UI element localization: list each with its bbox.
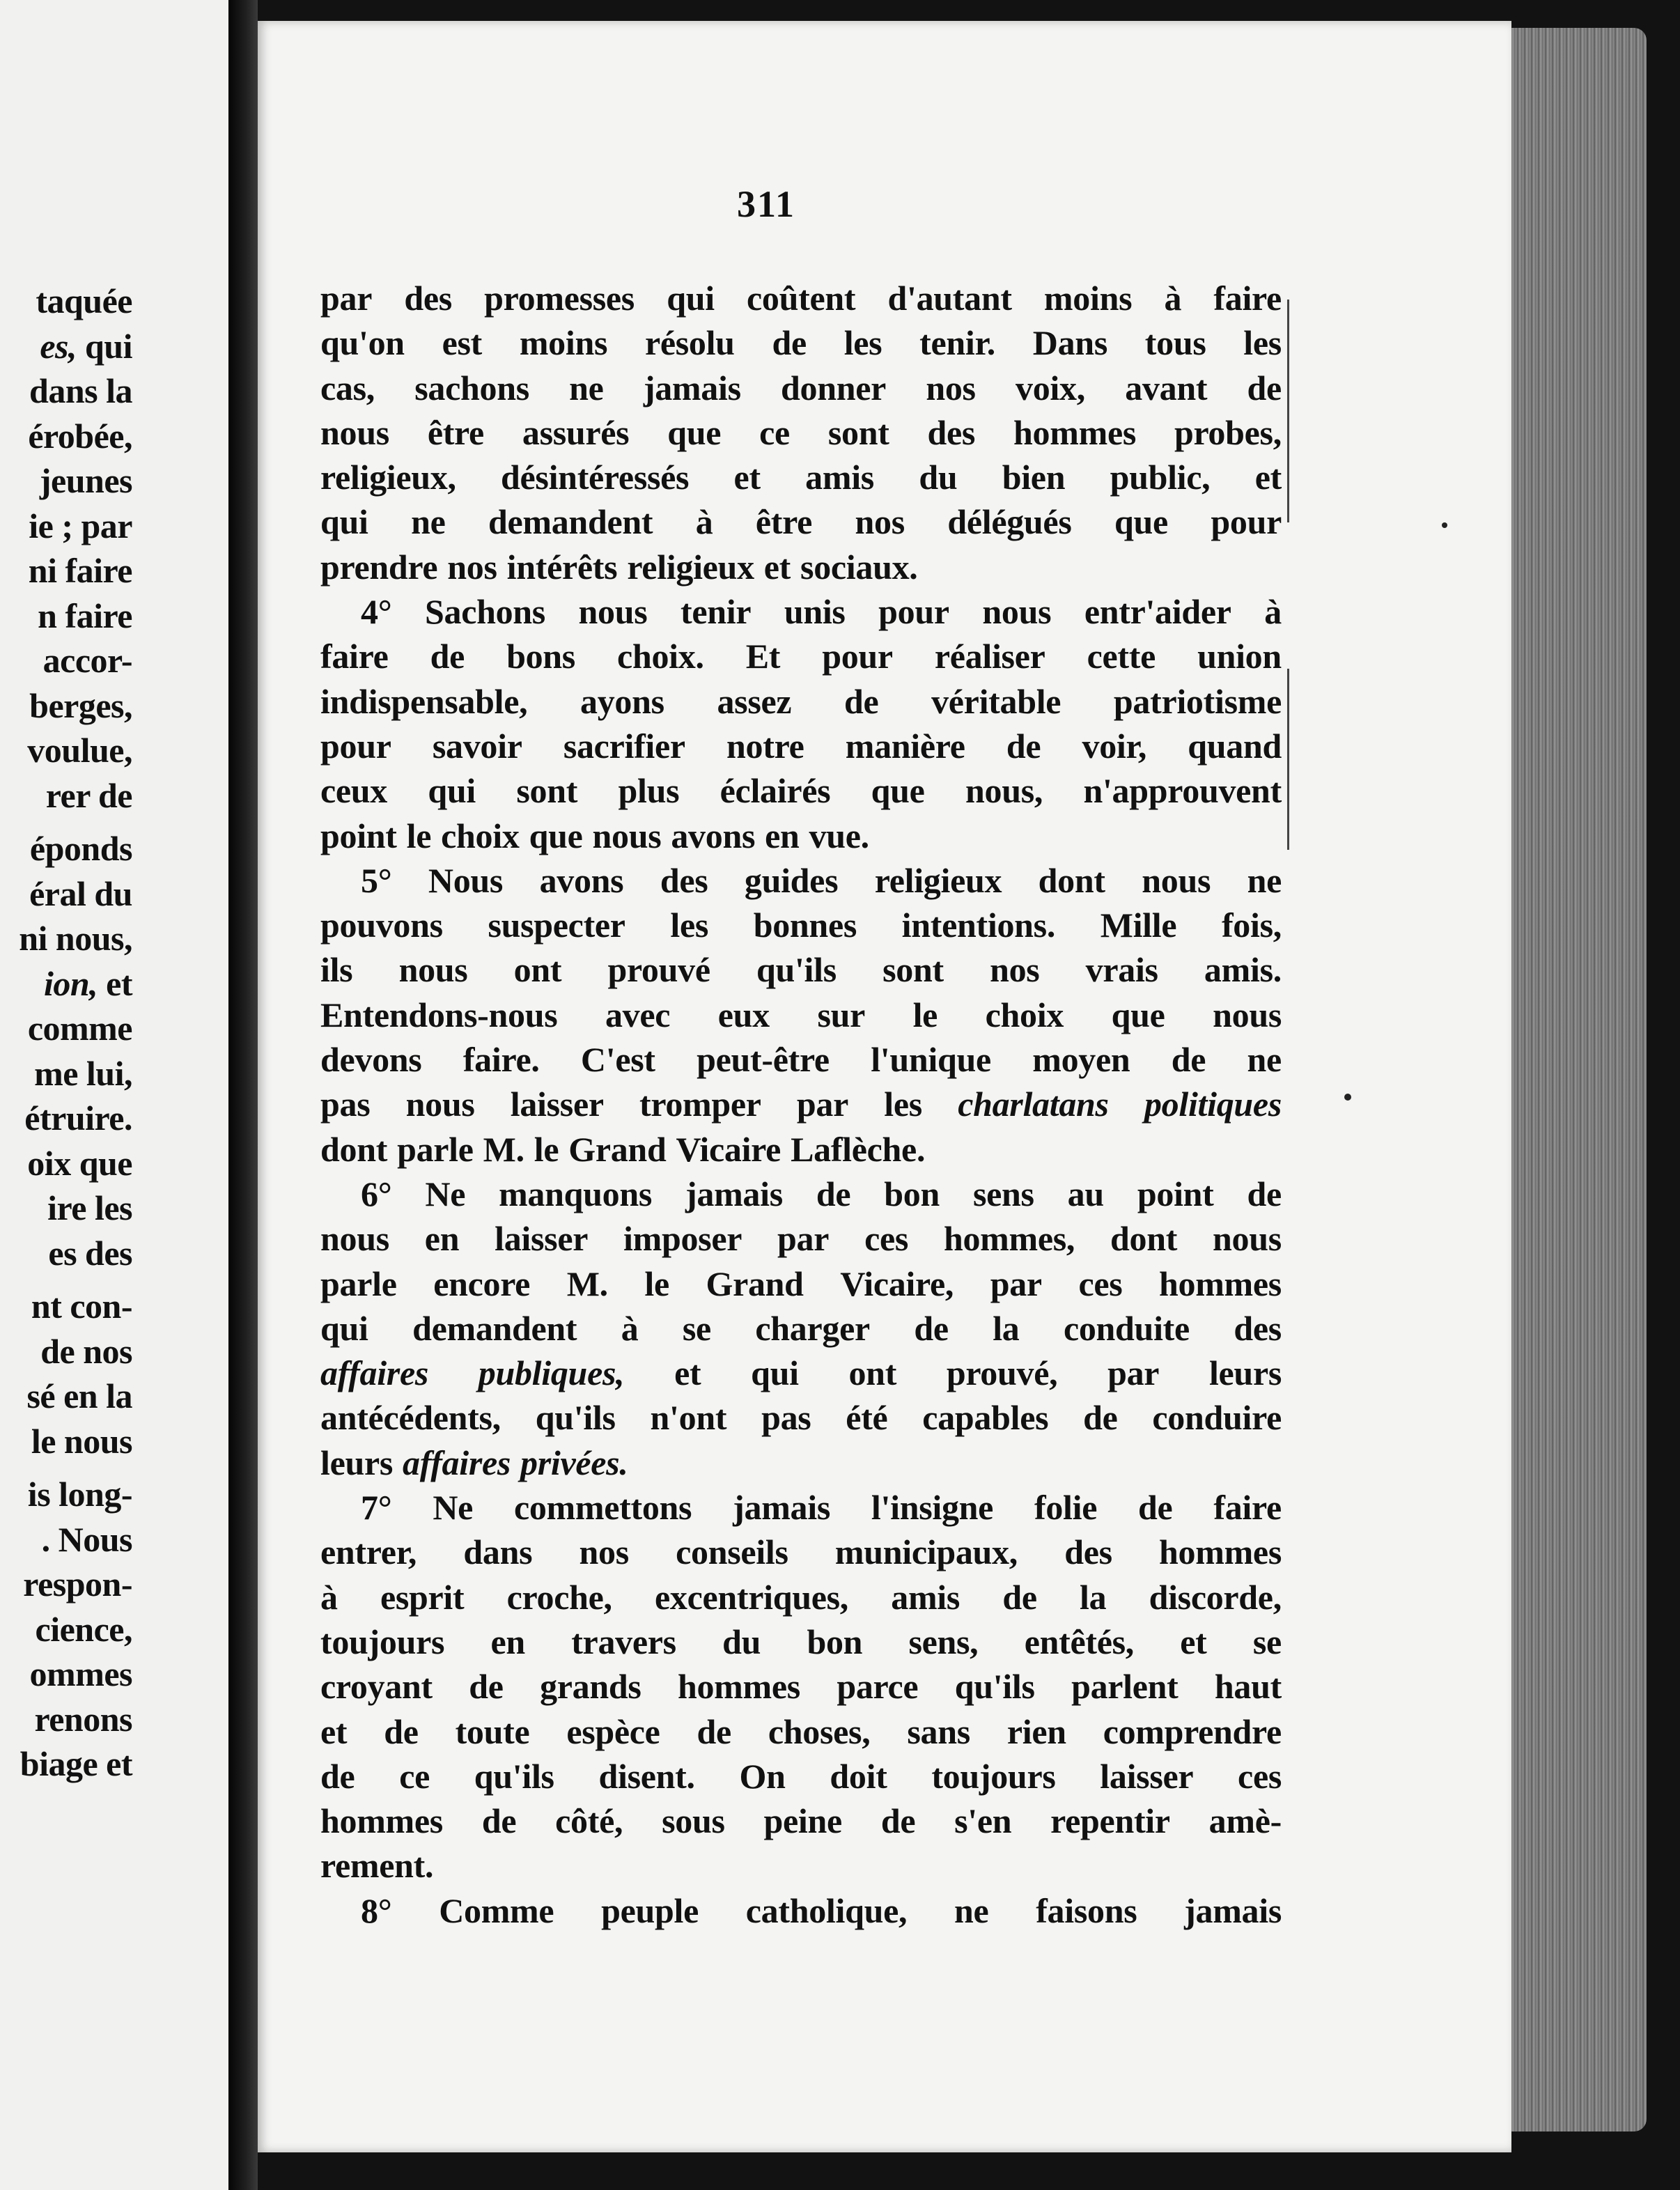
text-line: dont parle M. le Grand Vicaire Laflèche. — [320, 1129, 926, 1169]
text-line: qu'on est moins résolu de les tenir. Dans tous les — [320, 323, 1282, 363]
ink-speck — [1344, 1094, 1351, 1101]
left-page-line: n faire — [38, 596, 132, 635]
page-number: 311 — [736, 183, 796, 225]
left-page-line: sé en la — [26, 1376, 132, 1415]
left-page-line: ie ; par — [29, 506, 132, 545]
text-line: leurs affaires privées. — [320, 1443, 628, 1482]
left-page-text — [0, 279, 132, 1787]
body-text — [320, 276, 1282, 1933]
text-line: point le choix que nous avons en vue. — [320, 816, 869, 855]
left-page-line: renons — [34, 1699, 132, 1739]
left-page-line: ire les — [47, 1188, 132, 1227]
text-line: antécédents, qu'ils n'ont pas été capables de conduire — [320, 1398, 1282, 1438]
left-page-line: ion, et — [43, 963, 132, 1003]
text-line: hommes de côté, sous peine de s'en repentir amè- — [320, 1801, 1282, 1841]
text-line: pouvons suspecter les bonnes intentions. Mille fois, — [320, 906, 1282, 945]
text-line: prendre nos intérêts religieux et sociaux. — [320, 547, 918, 587]
text-line: 4° Sachons nous tenir unis pour nous entr'aider à — [361, 592, 1282, 632]
text-line: qui demandent à se charger de la conduite des — [320, 1308, 1282, 1348]
text-line: Entendons-nous avec eux sur le choix que nous — [320, 995, 1282, 1034]
left-page-line: jeunes — [39, 461, 132, 500]
text-line: qui ne demandent à être nos délégués que pour — [320, 502, 1282, 542]
text-line: affaires publiques, et qui ont prouvé, par leurs — [320, 1353, 1282, 1393]
left-page-line: respon- — [23, 1564, 132, 1603]
left-page-line: dans la — [29, 371, 132, 410]
text-line: de ce qu'ils disent. On doit toujours laisser ces — [320, 1756, 1282, 1796]
left-page-line: . Nous — [41, 1519, 132, 1559]
text-line: cas, sachons ne jamais donner nos voix, avant de — [320, 368, 1282, 407]
left-page-line: étruire. — [24, 1098, 132, 1137]
left-page-line: le nous — [31, 1421, 132, 1461]
left-page-line: comme — [27, 1009, 132, 1048]
text-line: toujours en travers du bon sens, entêtés, et se — [320, 1622, 1282, 1661]
left-page-line: nt con- — [31, 1287, 132, 1326]
text-line: à esprit croche, excentriques, amis de la discorde, — [320, 1577, 1282, 1617]
left-page-line: ni nous, — [19, 919, 132, 958]
text-line: nous en laisser imposer par ces hommes, dont nous — [320, 1219, 1282, 1259]
left-page-line: accor- — [42, 641, 132, 680]
text-line: devons faire. C'est peut-être l'unique moyen de ne — [320, 1040, 1282, 1080]
left-page-line: de nos — [40, 1331, 132, 1371]
text-line: par des promesses qui coûtent d'autant moins à faire — [320, 279, 1282, 318]
left-page-line: is long- — [27, 1475, 132, 1514]
left-page-line: cience, — [35, 1609, 132, 1649]
text-line: pas nous laisser tromper par les charlatans politiques — [320, 1085, 1282, 1124]
text-line: nous être assurés que ce sont des hommes probes, — [320, 412, 1282, 452]
text-line: religieux, désintéressés et amis du bien public, et — [320, 458, 1282, 497]
margin-rule — [1287, 669, 1289, 850]
left-page-line: berges, — [29, 685, 132, 725]
left-page-line: es, qui — [40, 326, 132, 366]
text-line: parle encore M. le Grand Vicaire, par ces hommes — [320, 1264, 1282, 1303]
text-line: pour savoir sacrifier notre manière de voir, quand — [320, 726, 1282, 766]
left-page-line: biage et — [20, 1744, 132, 1783]
text-line: rement. — [320, 1846, 434, 1886]
text-line: ceux qui sont plus éclairés que nous, n'approuvent — [320, 771, 1282, 811]
text-line: indispensable, ayons assez de véritable patriotisme — [320, 681, 1282, 721]
text-line: croyant de grands hommes parce qu'ils parlent haut — [320, 1667, 1282, 1707]
ink-speck — [1442, 522, 1447, 528]
text-line: 7° Ne commettons jamais l'insigne folie de faire — [361, 1488, 1282, 1528]
left-page-line: rer de — [45, 775, 132, 815]
left-page — [0, 0, 233, 2190]
margin-rule — [1287, 300, 1289, 522]
page-fore-edge — [1504, 28, 1647, 2131]
left-page-line: voulue, — [27, 731, 132, 770]
text-line: faire de bons choix. Et pour réaliser cette union — [320, 637, 1282, 676]
text-line: 8° Comme peuple catholique, ne faisons jamais — [361, 1890, 1282, 1930]
text-line: 6° Ne manquons jamais de bon sens au point de — [361, 1174, 1282, 1213]
left-page-line: éponds — [29, 829, 132, 868]
left-page-line: érobée, — [28, 416, 132, 456]
left-page-line: ommes — [29, 1654, 132, 1693]
book-gutter — [228, 0, 258, 2190]
left-page-line: me lui, — [34, 1053, 132, 1093]
left-page-line: éral du — [29, 873, 132, 913]
left-page-line: es des — [48, 1233, 132, 1273]
left-page-line: taquée — [36, 281, 132, 320]
text-line: 5° Nous avons des guides religieux dont nous ne — [361, 860, 1282, 900]
text-line: entrer, dans nos conseils municipaux, des hommes — [320, 1532, 1282, 1572]
text-line: et de toute espèce de choses, sans rien comprendre — [320, 1711, 1282, 1751]
text-line: ils nous ont prouvé qu'ils sont nos vrais amis. — [320, 950, 1282, 990]
left-page-line: oix que — [27, 1143, 132, 1183]
left-page-line: ni faire — [28, 551, 132, 590]
